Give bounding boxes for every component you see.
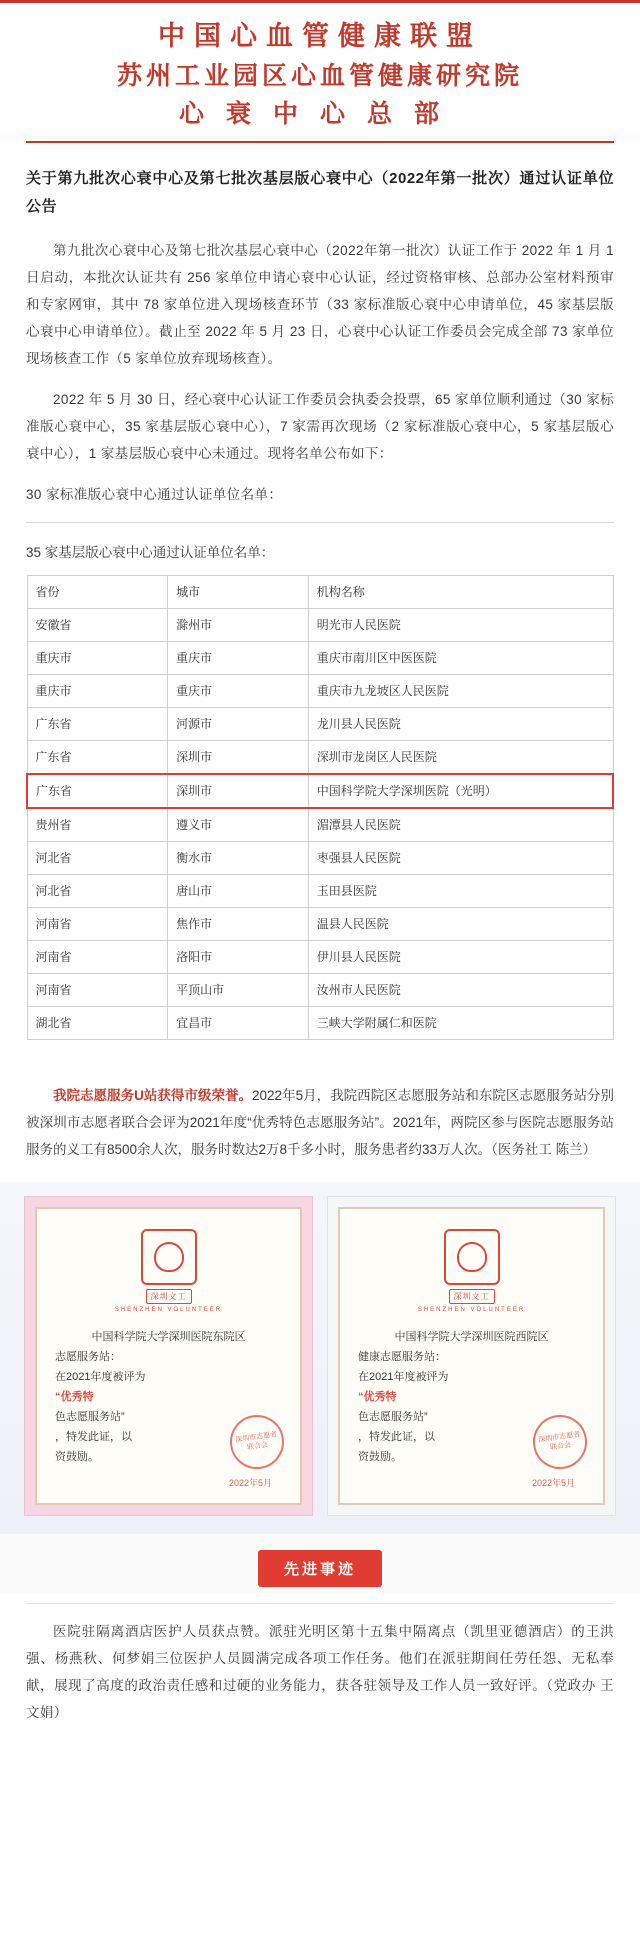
table-row (27, 642, 613, 675)
official-stamp-icon: 深圳市志愿者联合会 (227, 1412, 288, 1473)
table-row (27, 842, 613, 875)
table-row (27, 609, 613, 642)
official-stamp-icon: 深圳市志愿者联合会 (530, 1412, 591, 1473)
table-row (27, 708, 613, 741)
column-header-city: 城市 (168, 576, 309, 609)
article-paragraph-2: 2022 年 5 月 30 日，经心衰中心认证工作委员会执委会投票，65 家单位顺利通过（30 家标准版心衰中心，35 家基层版心衰中心），7 家需再次现场（2 家标准版心衰中心，5 家基层版心衰中心），1 家基层版心衰中心未通过。现将名单公布如下： (26, 392, 614, 461)
cell-city: 平顶山市 (168, 974, 309, 1007)
certificate-left (35, 1207, 302, 1505)
deeds-banner-wrap (0, 1534, 640, 1593)
cell-province: 广东省 (27, 774, 168, 808)
cell-province: 河北省 (27, 875, 168, 908)
cert-line-4: 资鼓励。 (358, 1451, 402, 1463)
table-row-highlighted (27, 774, 613, 808)
cell-org: 枣强县人民医院 (308, 842, 613, 875)
deeds-paragraph: 医院驻隔离酒店医护人员获点赞。派驻光明区第十五集中隔离点（凯里亚德酒店）的王洪强、杨燕秋、何梦娟三位医护人员圆满完成各项工作任务。他们在派驻期间任劳任怨、无私奉献，展现了高度的政治责任感和过硬的业务能力，获各驻领导及工作人员一致好评。（党政办 王文娟） (26, 1624, 614, 1720)
table-header-row (27, 576, 613, 609)
volunteer-section (0, 1050, 640, 1182)
cell-province: 安徽省 (27, 609, 168, 642)
cell-city: 唐山市 (168, 875, 309, 908)
certificate-right (338, 1207, 605, 1505)
column-header-org: 机构名称 (308, 576, 613, 609)
cert-line-3: ，特发此证，以 (358, 1431, 435, 1443)
cell-org: 温县人民医院 (308, 908, 613, 941)
cell-org: 玉田县医院 (308, 875, 613, 908)
table-row (27, 808, 613, 842)
cell-province: 河南省 (27, 974, 168, 1007)
cert-line-2: 色志愿服务站” (55, 1411, 125, 1423)
table-body (27, 609, 613, 1040)
table-row (27, 974, 613, 1007)
header-line-2: 苏州工业园区心血管健康研究院 (116, 61, 523, 90)
table-row (27, 1007, 613, 1040)
emblem-label: 深圳文工 (146, 1289, 192, 1304)
column-header-province: 省份 (27, 576, 168, 609)
volunteer-paragraph (26, 1082, 614, 1163)
certificate-photo-right (327, 1196, 616, 1516)
cell-city: 衡水市 (168, 842, 309, 875)
cert-line-4: 资鼓励。 (55, 1451, 99, 1463)
deeds-badge: 先进事迹 (258, 1550, 382, 1587)
cell-org: 重庆市南川区中医医院 (308, 642, 613, 675)
emblem-label: 深圳文工 (449, 1289, 495, 1304)
cert-line-2: 色志愿服务站” (358, 1411, 428, 1423)
cell-city: 重庆市 (168, 675, 309, 708)
cell-city: 宜昌市 (168, 1007, 309, 1040)
emblem-label-en: SHENZHEN VOLUNTEER (417, 1307, 526, 1313)
cell-province: 河北省 (27, 842, 168, 875)
cert-highlight: “优秀特 (55, 1391, 94, 1403)
cell-city: 遵义市 (168, 808, 309, 842)
cell-province: 广东省 (27, 708, 168, 741)
list1-caption: 30 家标准版心衰中心通过认证单位名单： (26, 487, 283, 502)
cell-org: 重庆市九龙坡区人民医院 (308, 675, 613, 708)
cell-org: 明光市人民医院 (308, 609, 613, 642)
section-divider (26, 522, 614, 523)
emblem-label-en: SHENZHEN VOLUNTEER (114, 1307, 223, 1313)
volunteer-emblem-icon (141, 1229, 197, 1285)
cell-city: 深圳市 (168, 741, 309, 775)
cell-province: 重庆市 (27, 675, 168, 708)
cert-date: 2022年5月 (531, 1478, 575, 1488)
cert-subtitle: 志愿服务站： (55, 1351, 121, 1363)
cell-org: 深圳市龙岗区人民医院 (308, 741, 613, 775)
document-header (0, 0, 640, 133)
table-row (27, 875, 613, 908)
cert-title: 中国科学院大学深圳医院东院区 (91, 1331, 246, 1343)
cell-province: 湖北省 (27, 1007, 168, 1040)
cell-city: 河源市 (168, 708, 309, 741)
cell-province: 重庆市 (27, 642, 168, 675)
cell-org: 中国科学院大学深圳医院（光明） (308, 774, 613, 808)
cell-org: 汝州市人民医院 (308, 974, 613, 1007)
article-body (0, 143, 640, 1050)
cell-province: 广东省 (27, 741, 168, 775)
cell-province: 河南省 (27, 908, 168, 941)
cell-city: 滁州市 (168, 609, 309, 642)
table-row (27, 741, 613, 775)
cert-line-1: 在2021年度被评为 (55, 1371, 146, 1383)
cert-line-3: ，特发此证，以 (55, 1431, 132, 1443)
volunteer-emblem-icon (444, 1229, 500, 1285)
cell-city: 洛阳市 (168, 941, 309, 974)
certificate-photo-left (24, 1196, 313, 1516)
article-paragraph-1: 第九批次心衰中心及第七批次基层心衰中心（2022年第一批次）认证工作于 2022 年 1 月 1 日启动，本批次认证共有 256 家单位申请心衰中心认证，经过资格审核、总部办公室材料预审和专家网审，其中 78 家单位进入现场核查环节（33 家标准版心衰中心申请单位，45 家基层版心衰中心申请单位）。截止至 2022 年 5 月 23 日，心衰中心认证工作委员会完成全部 73 家单位现场核查工作（5 家单位放弃现场核查）。 (26, 243, 614, 366)
header-line-3: 心衰中心总部 (178, 99, 461, 128)
cert-title: 中国科学院大学深圳医院西院区 (394, 1331, 549, 1343)
volunteer-lead: 我院志愿服务U站获得市级荣誉。 (53, 1087, 253, 1103)
cell-org: 龙川县人民医院 (308, 708, 613, 741)
cell-org: 湄潭县人民医院 (308, 808, 613, 842)
page-title: 关于第九批次心衰中心及第七批次基层版心衰中心（2022年第一批次）通过认证单位公告 (26, 170, 614, 215)
list2-caption: 35 家基层版心衰中心通过认证单位名单： (26, 545, 275, 560)
cell-city: 焦作市 (168, 908, 309, 941)
cert-subtitle: 健康志愿服务站： (358, 1351, 446, 1363)
certified-units-table (26, 575, 614, 1040)
table-row (27, 675, 613, 708)
deeds-section (0, 1593, 640, 1766)
cell-city: 深圳市 (168, 774, 309, 808)
cell-city: 重庆市 (168, 642, 309, 675)
volunteer-text: 2022年5月，我院西院区志愿服务站和东院区志愿服务站分别被深圳市志愿者联合会评为2021年度“优秀特色志愿服务站”。2021年，两院区参与医院志愿服务站服务的义工有8500余人次，服务时数达2万8千多小时，服务患者约33万人次。（医务社工 陈兰） (26, 1087, 614, 1157)
cell-province: 河南省 (27, 941, 168, 974)
table-row (27, 908, 613, 941)
certificate-photo-group (0, 1182, 640, 1534)
cert-line-1: 在2021年度被评为 (358, 1371, 449, 1383)
cell-province: 贵州省 (27, 808, 168, 842)
cert-highlight: “优秀特 (358, 1391, 397, 1403)
table-row (27, 941, 613, 974)
header-line-1: 中国心血管健康联盟 (158, 21, 482, 52)
cell-org: 伊川县人民医院 (308, 941, 613, 974)
cell-org: 三峡大学附属仁和医院 (308, 1007, 613, 1040)
deeds-divider (26, 1603, 614, 1604)
cert-date: 2022年5月 (228, 1478, 272, 1488)
